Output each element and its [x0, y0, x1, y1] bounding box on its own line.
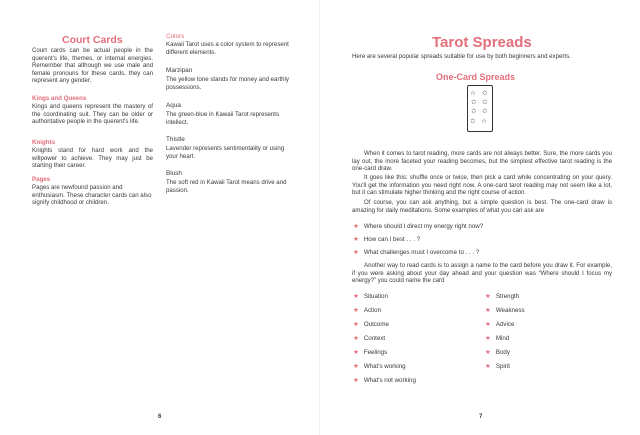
pages-text: Pages are newfound passion and enthusiasm. These character cards can also signify childhood or children.: [32, 184, 152, 207]
star-icon: ✩: [471, 99, 477, 106]
question-item: ★ How can I best . . . ?: [353, 236, 421, 243]
name-item: ★ Strength: [485, 293, 520, 300]
star-icon: ✩: [471, 108, 477, 115]
colors-heading: Colors: [166, 33, 185, 40]
star-icon: ✩: [470, 118, 476, 125]
name-item: ★ Weakness: [485, 307, 525, 314]
color-aqua-name: Aqua: [166, 102, 181, 109]
star-icon: ★: [353, 236, 359, 243]
intro-paragraph: When it comes to tarot reading, more cards are not always better. Sure, the more cards you lay out, the more faceted your reading becomes, but the simplest effective tarot reading is the one-card draw.: [352, 150, 612, 173]
name-item: ★ Spirit: [485, 363, 510, 370]
star-icon: ★: [353, 377, 359, 384]
court-cards-title: Court Cards: [62, 34, 123, 46]
name-item: ★ Body: [485, 349, 510, 356]
name-item: ★ Outcome: [353, 321, 389, 328]
star-icon: ★: [485, 307, 491, 314]
star-icon: ★: [485, 321, 491, 328]
examples-paragraph: Of course, you can ask anything, but a simple question is best. The one-card draw is amazing for daily meditations. Some examples of what you can ask are: [352, 199, 612, 214]
kings-queens-heading: Kings and Queens: [32, 95, 87, 102]
star-icon: ★: [353, 349, 359, 356]
method-paragraph: It goes like this: shuffle once or twice, then pick a card while concentrating on your query. You'll get the information you need right now. A one-card tarot reading may not seem like a lot, but it can stimulate higher thinking and the right course of action.: [352, 174, 612, 197]
colors-intro: Kawaii Tarot uses a color system to represent different elements.: [166, 41, 289, 56]
star-icon: ★: [485, 335, 491, 342]
name-item: ★ Advice: [485, 321, 515, 328]
color-blush-text: The soft red in Kawaii Tarot means drive and passion.: [166, 179, 287, 194]
naming-paragraph: Another way to read cards is to assign a name to the card before you draw it. For example, if you were asking about your day ahead and your question was “Where should I focus my energy?” you could name the card: [352, 262, 612, 285]
star-icon: ☆: [470, 90, 476, 97]
star-icon: ★: [353, 249, 359, 256]
star-icon: ★: [353, 307, 359, 314]
star-icon: ★: [353, 321, 359, 328]
star-icon: ☆: [481, 118, 487, 125]
right-page: [320, 0, 640, 435]
color-thistle-text: Lavender represents sentimentality or using your heart.: [166, 145, 285, 160]
pages-heading: Pages: [32, 176, 51, 183]
page-number-left: 6: [158, 414, 162, 420]
knights-text: Knights stand for hard work and the willpower to achieve. They may just be starting their career.: [32, 147, 153, 170]
color-blush-name: Blush: [166, 170, 182, 177]
knights-heading: Knights: [32, 139, 56, 146]
kings-queens-text: Kings and queens represent the mastery of the coordinating suit. They can be older or authoritative people in the querent's life.: [32, 103, 153, 126]
name-item: ★ Situation: [353, 293, 388, 300]
color-thistle-name: Thistle: [166, 136, 185, 143]
star-icon: ★: [353, 293, 359, 300]
tarot-card-illustration: [467, 85, 493, 132]
color-marzipan-name: Marzipan: [166, 67, 193, 74]
star-icon: ✩: [482, 108, 488, 115]
court-cards-intro: Court cards can be actual people in the querent's life, themes, or internal energies. Remember that although we use male and female pronouns for these cards, they can represent any gender.: [32, 47, 153, 85]
name-item: ★ Action: [353, 307, 382, 314]
name-item: ★ What's not working: [353, 377, 416, 384]
color-marzipan-text: The yellow tone stands for money and earthly possessions.: [166, 76, 289, 91]
one-card-spreads-heading: One-Card Spreads: [436, 72, 516, 82]
star-icon: ★: [353, 363, 359, 370]
star-icon: ★: [485, 293, 491, 300]
star-icon: ★: [485, 363, 491, 370]
star-icon: ✩: [482, 99, 488, 106]
question-item: ★ Where should I direct my energy right now?: [353, 223, 484, 230]
star-icon: ★: [353, 335, 359, 342]
color-aqua-text: The green-blue in Kawaii Tarot represents intellect.: [166, 111, 280, 126]
tarot-spreads-title: Tarot Spreads: [432, 34, 532, 51]
name-item: ★ Mind: [485, 335, 510, 342]
page-number-right: 7: [479, 414, 483, 420]
star-icon: ★: [485, 349, 491, 356]
name-item: ★ Context: [353, 335, 386, 342]
star-icon: ✩: [482, 90, 488, 97]
star-icon: ★: [353, 223, 359, 230]
tarot-spreads-subtitle: Here are several popular spreads suitable for use by both beginners and experts.: [352, 53, 571, 60]
name-item: ★ Feelings: [353, 349, 388, 356]
name-item: ★ What's working: [353, 363, 406, 370]
question-item: ★ What challenges must I overcome to . . . ?: [353, 249, 480, 256]
